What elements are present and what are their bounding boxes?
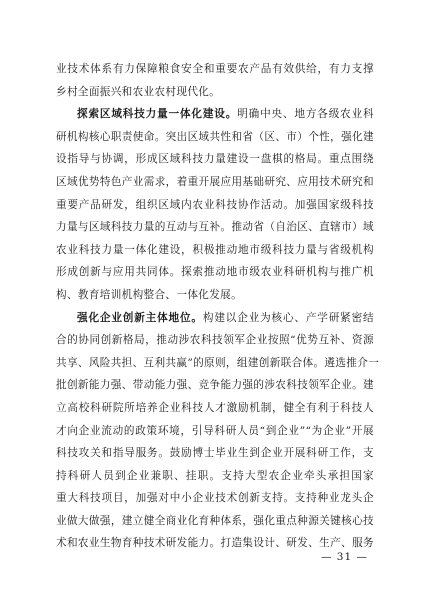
text-line: 力量与区域科技力量的互动与互补。推动省（自治区、直辖市）域: [56, 221, 374, 234]
text-line: 设指导与协调，形成区域科技力量建设一盘棋的格局。重点围绕: [56, 153, 374, 166]
text-span: 构建以企业为核心、产学研紧密结: [202, 311, 375, 324]
text-line: 科技攻关和指导服务。鼓励博士毕业生到企业开展科研工作，支: [56, 447, 374, 460]
section-lead-heading: 探索区域科技力量一体化建设。: [77, 108, 238, 121]
text-line: 农业科技力量一体化建设，积极推动地市级科技力量与省级机构: [56, 243, 374, 256]
text-line: 术和农业生物育种技术研发能力。打造集设计、研发、生产、服务: [56, 537, 374, 550]
text-line: 批创新能力强、带动能力强、竞争能力强的涉农科技领军企业。建: [56, 379, 374, 392]
paragraph-2: [56, 103, 374, 306]
text-line: 业技术体系有力保障粮食安全和重要农产品有效供给，有力支撑: [56, 63, 374, 75]
text-line: 持科研人员到企业兼职、挂职。支持大型农企业牵头承担国家: [56, 469, 374, 482]
text-line: 共享、风险共担、互利共赢”的原则，组建创新联合体。遴选推介一: [56, 356, 380, 369]
text-line: 区域优势特色产业需求，着重开展应用基础研究、应用技术研究和: [56, 175, 374, 188]
text-line: 立高校科研院所培养企业科技人才激励机制，健全有利于科技人: [56, 401, 374, 414]
text-span: 明确中央、地方各级农业科: [237, 108, 374, 121]
text-line: 重大科技项目，加强对中小企业技术创新支持。支持种业龙头企: [56, 492, 374, 505]
paragraph-1: [56, 58, 374, 103]
page-number: — 31 —: [320, 551, 368, 563]
paragraph-3: [56, 307, 380, 556]
text-line: 才向企业流动的政策环境，引导科研人员“到企业”“为企业”开展: [56, 424, 374, 437]
section-lead-heading: 强化企业创新主体地位。: [77, 311, 203, 324]
text-line: 业做大做强，建立健全商业化育种体系，强化重点种源关键核心技: [56, 514, 374, 527]
text-line: [56, 307, 374, 330]
text-line: 重要产品研发，组织区域内农业科技协作活动。加强国家级科技: [56, 198, 374, 211]
text-line: 构、教育培训机构整合、一体化发展。: [56, 288, 243, 301]
document-page: [56, 58, 380, 555]
text-line: 形成创新与应用共同体。探索推动地市级农业科研机构与推广机: [56, 266, 374, 279]
text-line: 合的协同创新格局，推动涉农科技领军企业按照“优势互补、资源: [56, 334, 374, 347]
text-line: [56, 103, 374, 126]
text-line: 乡村全面振兴和农业农村现代化。: [56, 85, 221, 98]
text-line: 研机构核心职责使命。突出区域共性和省（区、市）个性，强化建: [56, 130, 374, 143]
